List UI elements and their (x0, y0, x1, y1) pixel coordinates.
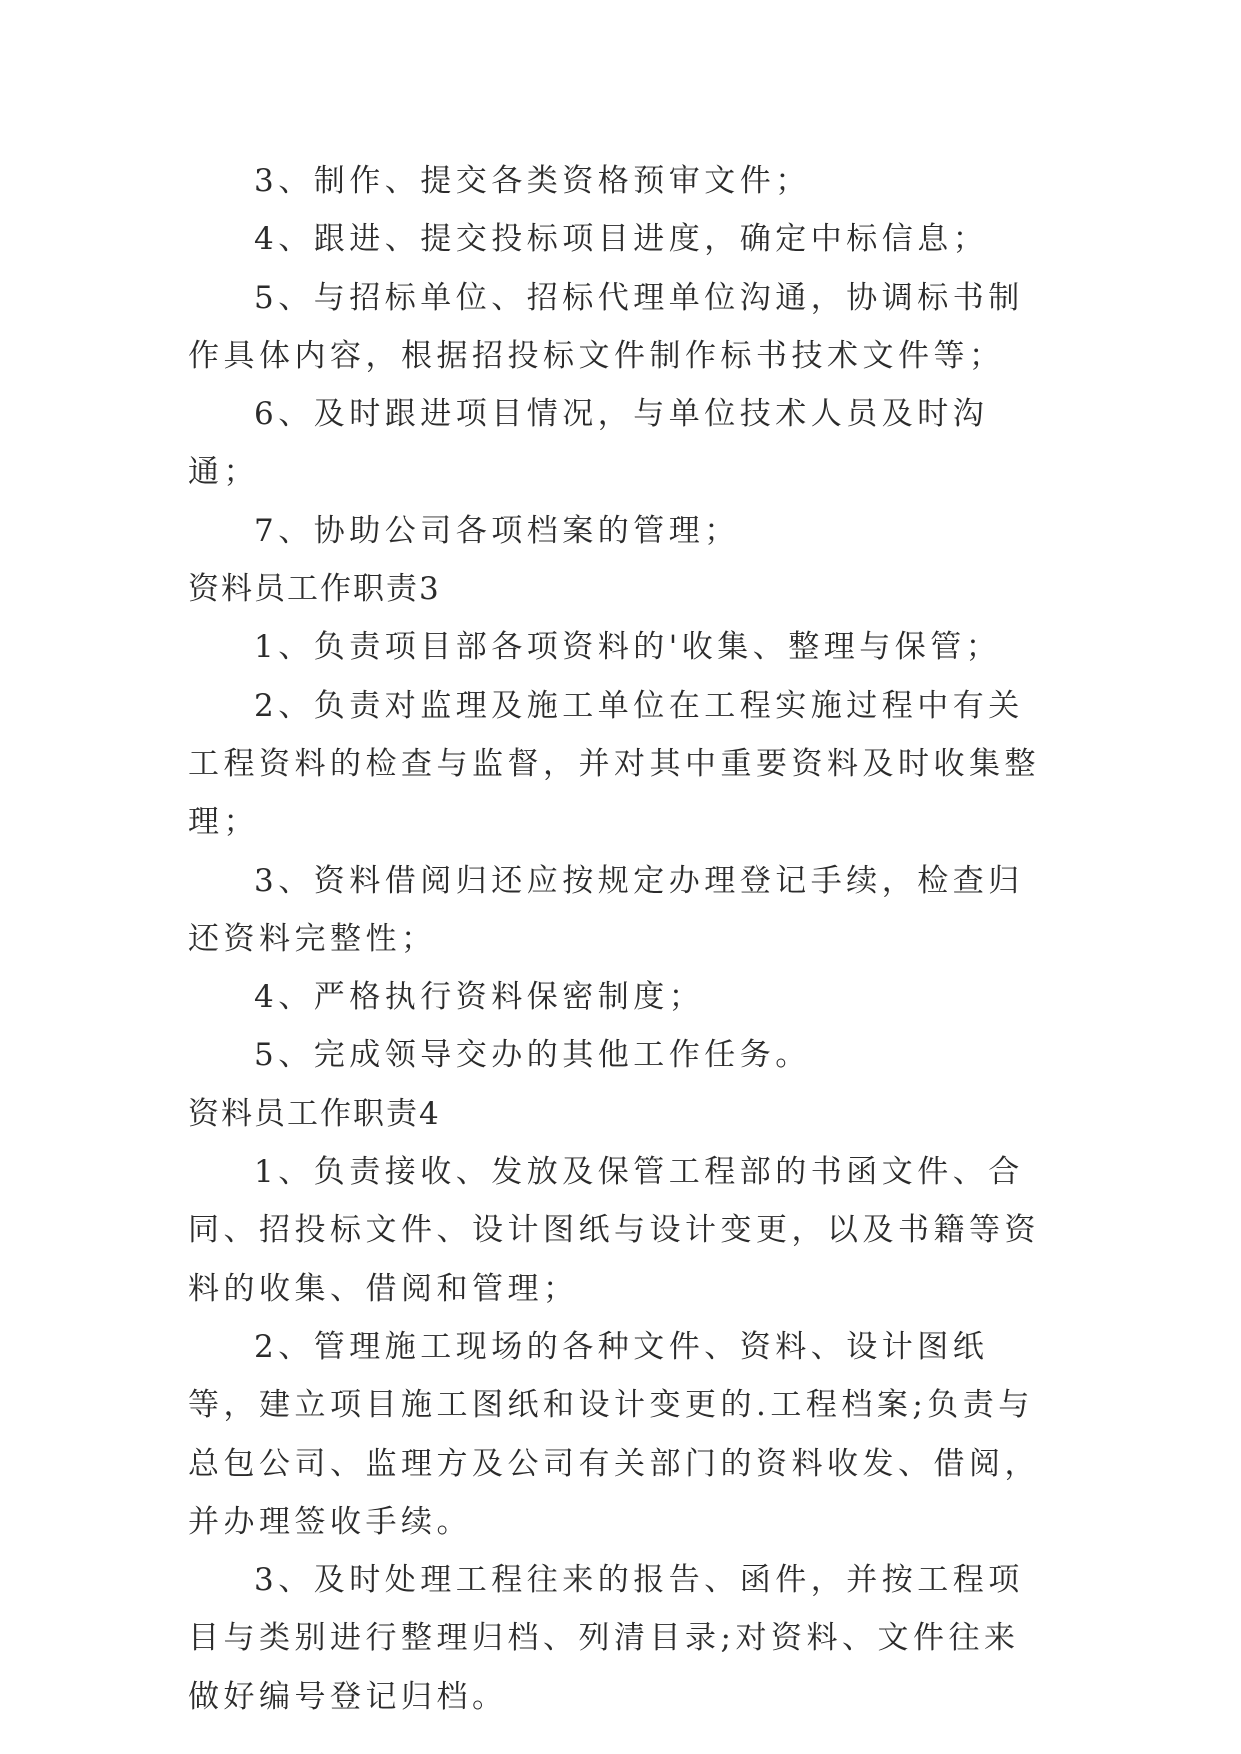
paragraph: 3、及时处理工程往来的报告、函件，并按工程项目与类别进行整理归档、列清目录;对资料、文件往来做好编号登记归档。 (188, 1562, 1024, 1715)
paragraph: 5、与招标单位、招标代理单位沟通，协调标书制作具体内容，根据招投标文件制作标书技术文件等； (188, 279, 1024, 374)
section-heading: 资料员工作职责4 (188, 1095, 441, 1132)
paragraph: 3、制作、提交各类资格预审文件； (254, 163, 811, 199)
paragraph: 2、管理施工现场的各种文件、资料、设计图纸等，建立项目施工图纸和设计变更的.工程档案;负责与总包公司、监理方及公司有关部门的资料收发、借阅，并办理签收手续。 (188, 1328, 1040, 1540)
paragraph: 6、及时跟进项目情况，与单位技术人员及时沟通； (188, 396, 989, 491)
paragraph: 5、完成领导交办的其他工作任务。 (254, 1037, 811, 1074)
document-body (188, 152, 1048, 1726)
paragraph: 1、负责项目部各项资料的'收集、整理与保管； (254, 629, 1002, 666)
paragraph: 1、负责接收、发放及保管工程部的书函文件、合同、招投标文件、设计图纸与设计变更，以及书籍等资料的收集、借阅和管理； (188, 1154, 1040, 1307)
section-heading: 资料员工作职责3 (188, 571, 441, 608)
paragraph: 7、协助公司各项档案的管理； (254, 512, 740, 549)
paragraph: 3、资料借阅归还应按规定办理登记手续，检查归还资料完整性； (188, 862, 1024, 957)
paragraph: 2、负责对监理及施工单位在工程实施过程中有关工程资料的检查与监督，并对其中重要资料及时收集整理； (188, 687, 1040, 841)
paragraph: 4、严格执行资料保密制度； (254, 979, 705, 1016)
paragraph: 4、跟进、提交投标项目进度，确定中标信息； (254, 221, 989, 258)
